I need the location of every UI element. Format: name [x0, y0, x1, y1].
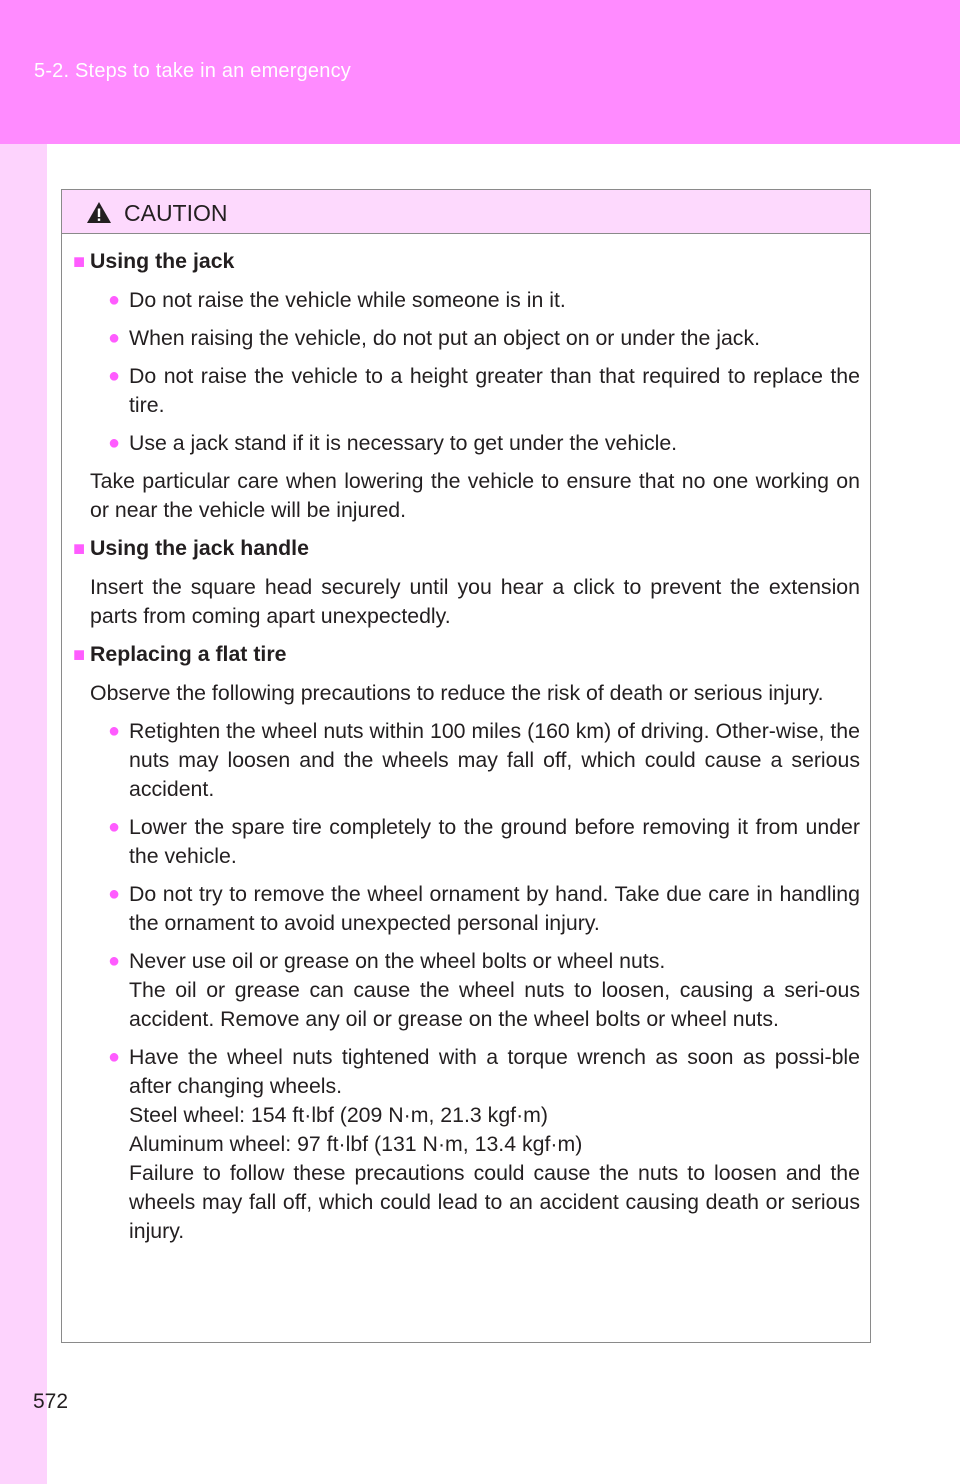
section-heading	[73, 534, 860, 564]
list-item: ● Do not raise the vehicle to a height greater than that required to replace the tire.	[108, 362, 860, 420]
circle-bullet-icon: ●	[108, 289, 121, 311]
list-item: ● Retighten the wheel nuts within 100 miles (160 km) of driving. Other-wise, the nuts may loosen and the wheels may fall off, which could cause a serious accident.	[108, 717, 860, 804]
square-bullet-icon: ■	[73, 538, 86, 560]
paragraph: Insert the square head securely until you hear a click to prevent the extension parts from coming apart unexpectedly.	[90, 575, 860, 628]
square-bullet-icon: ■	[73, 644, 86, 666]
list-item	[108, 947, 860, 1034]
torque-line: Have the wheel nuts tightened with a torque wrench as soon as possi-ble after changing wheels.	[129, 1045, 860, 1098]
caution-header	[62, 190, 870, 234]
list-item	[108, 1043, 860, 1246]
circle-bullet-icon: ●	[108, 365, 121, 387]
list-item: ● Do not try to remove the wheel ornament by hand. Take due care in handling the ornament to avoid unexpected personal injury.	[108, 880, 860, 938]
heading-text: Using the jack	[90, 249, 235, 273]
failure-warning: Failure to follow these precautions could cause the nuts to loosen and the wheels may fall off, which could lead to an accident causing death or serious injury.	[129, 1161, 860, 1243]
circle-bullet-icon: ●	[108, 1046, 121, 1068]
list-item: ● When raising the vehicle, do not put an object on or under the jack.	[108, 324, 860, 353]
warning-triangle-icon	[86, 201, 112, 224]
section-title: 5-2. Steps to take in an emergency	[34, 60, 351, 82]
heading-text: Using the jack handle	[90, 536, 309, 560]
circle-bullet-icon: ●	[108, 950, 121, 972]
oil-detail: The oil or grease can cause the wheel nuts to loosen, causing a seri-ous accident. Remove any oil or grease on the wheel bolts or wheel nuts.	[129, 978, 860, 1031]
square-bullet-icon: ■	[73, 251, 86, 273]
circle-bullet-icon: ●	[108, 883, 121, 905]
list-item: ● Lower the spare tire completely to the ground before removing it from under the vehicle.	[108, 813, 860, 871]
oil-line: Never use oil or grease on the wheel bolts or wheel nuts.	[129, 949, 666, 973]
circle-bullet-icon: ●	[108, 327, 121, 349]
heading-text: Replacing a flat tire	[90, 642, 287, 666]
caution-content	[62, 234, 870, 1255]
steel-wheel-spec: Steel wheel: 154 ft·lbf (209 N·m, 21.3 kgf·m)	[129, 1103, 549, 1127]
circle-bullet-icon: ●	[108, 432, 121, 454]
circle-bullet-icon: ●	[108, 720, 121, 742]
caution-label: CAUTION	[124, 200, 228, 226]
paragraph: Take particular care when lowering the vehicle to ensure that no one working on or near the vehicle will be injured.	[90, 469, 860, 522]
list-item: ● Do not raise the vehicle while someone is in it.	[108, 286, 860, 315]
page-number: 572	[33, 1390, 69, 1413]
section-heading	[73, 247, 860, 277]
page-margin-strip	[0, 0, 47, 1484]
list-item: ● Use a jack stand if it is necessary to get under the vehicle.	[108, 429, 860, 458]
section-heading	[73, 640, 860, 670]
circle-bullet-icon: ●	[108, 816, 121, 838]
caution-box	[61, 189, 871, 1343]
page-header	[0, 0, 960, 144]
paragraph: Observe the following precautions to reduce the risk of death or serious injury.	[90, 681, 824, 705]
aluminum-wheel-spec: Aluminum wheel: 97 ft·lbf (131 N·m, 13.4 kgf·m)	[129, 1132, 583, 1156]
